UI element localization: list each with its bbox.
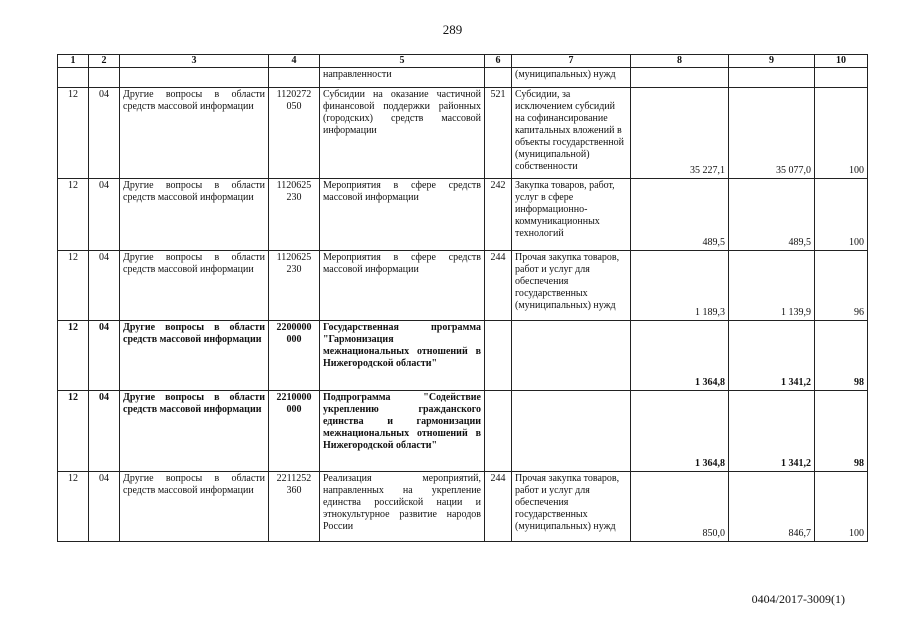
header-col-10: 10	[815, 55, 868, 68]
table-row	[58, 88, 868, 179]
cell-empty	[58, 68, 89, 88]
cell-actual: 1 341,2	[729, 321, 815, 391]
header-col-5: 5	[320, 55, 485, 68]
cell-purpose: Государственная программа "Гармонизация межнациональных отношений в Нижегородской области"	[320, 321, 485, 391]
cell-percent: 100	[815, 472, 868, 542]
cell-section-name: Другие вопросы в области средств массовой информации	[120, 391, 269, 472]
cell-empty	[120, 68, 269, 88]
cell-expense-code: 244	[485, 251, 512, 321]
cell-section-name: Другие вопросы в области средств массовой информации	[120, 472, 269, 542]
cell-subsection: 04	[89, 321, 120, 391]
table-row	[58, 321, 868, 391]
header-col-9: 9	[729, 55, 815, 68]
header-col-2: 2	[89, 55, 120, 68]
cell-expense-code: 242	[485, 179, 512, 251]
cell-purpose: Субсидии на оказание частичной финансовой поддержки районных (городских) средств массовой информации	[320, 88, 485, 179]
cell-subsection: 04	[89, 251, 120, 321]
cell-subsection: 04	[89, 179, 120, 251]
cell-subsection: 04	[89, 391, 120, 472]
cell-subsection: 04	[89, 88, 120, 179]
header-col-4: 4	[269, 55, 320, 68]
table-header-row	[58, 55, 868, 68]
header-col-3: 3	[120, 55, 269, 68]
cell-planned: 850,0	[631, 472, 729, 542]
cell-planned: 1 364,8	[631, 321, 729, 391]
cell-purpose: Мероприятия в сфере средств массовой информации	[320, 179, 485, 251]
table-row	[58, 251, 868, 321]
cell-section-name: Другие вопросы в области средств массовой информации	[120, 179, 269, 251]
cell-section: 12	[58, 321, 89, 391]
cell-purpose-continued: направленности	[320, 68, 485, 88]
cell-percent: 100	[815, 179, 868, 251]
cell-expense-code: 521	[485, 88, 512, 179]
cell-planned: 489,5	[631, 179, 729, 251]
cell-empty	[729, 68, 815, 88]
cell-percent: 100	[815, 88, 868, 179]
cell-expense-type: Субсидии, за исключением субсидий на софинансирование капитальных вложений в объекты государственной (муниципальной) собственности	[512, 88, 631, 179]
cell-empty	[815, 68, 868, 88]
cell-expense-type	[512, 391, 631, 472]
cell-empty	[89, 68, 120, 88]
cell-empty	[485, 68, 512, 88]
cell-planned: 35 227,1	[631, 88, 729, 179]
budget-table	[57, 54, 868, 542]
cell-actual: 35 077,0	[729, 88, 815, 179]
cell-percent: 96	[815, 251, 868, 321]
cell-actual: 846,7	[729, 472, 815, 542]
header-col-8: 8	[631, 55, 729, 68]
cell-actual: 489,5	[729, 179, 815, 251]
cell-purpose: Мероприятия в сфере средств массовой информации	[320, 251, 485, 321]
header-col-7: 7	[512, 55, 631, 68]
cell-planned: 1 189,3	[631, 251, 729, 321]
cell-purpose: Подпрограмма "Содействие укреплению гражданского единства и гармонизации межнациональных отношений в Нижегородской области"	[320, 391, 485, 472]
cell-actual: 1 139,9	[729, 251, 815, 321]
table-row	[58, 179, 868, 251]
cell-section: 12	[58, 88, 89, 179]
cell-empty	[631, 68, 729, 88]
header-col-1: 1	[58, 55, 89, 68]
table-row	[58, 391, 868, 472]
cell-section: 12	[58, 179, 89, 251]
cell-target-code: 1120625 230	[269, 251, 320, 321]
table-row	[58, 472, 868, 542]
page-number: 289	[442, 22, 463, 37]
cell-subsection: 04	[89, 472, 120, 542]
cell-empty	[269, 68, 320, 88]
cell-section-name: Другие вопросы в области средств массовой информации	[120, 251, 269, 321]
cell-expense-code: 244	[485, 472, 512, 542]
cell-expense-type: Закупка товаров, работ, услуг в сфере информационно-коммуникационных технологий	[512, 179, 631, 251]
cell-section-name: Другие вопросы в области средств массовой информации	[120, 321, 269, 391]
cell-actual: 1 341,2	[729, 391, 815, 472]
cell-section: 12	[58, 251, 89, 321]
cell-expense-type	[512, 321, 631, 391]
cell-expense-type-continued: (муниципальных) нужд	[512, 68, 631, 88]
cell-percent: 98	[815, 321, 868, 391]
cell-expense-code	[485, 321, 512, 391]
cell-target-code: 1120625 230	[269, 179, 320, 251]
cell-section: 12	[58, 472, 89, 542]
cell-section: 12	[58, 391, 89, 472]
cell-expense-type: Прочая закупка товаров, работ и услуг для обеспечения государственных (муниципальных) нужд	[512, 472, 631, 542]
document-code: 0404/2017-3009(1)	[751, 592, 845, 606]
cell-percent: 98	[815, 391, 868, 472]
continuation-row	[58, 68, 868, 88]
cell-planned: 1 364,8	[631, 391, 729, 472]
cell-target-code: 1120272 050	[269, 88, 320, 179]
header-col-6: 6	[485, 55, 512, 68]
cell-expense-code	[485, 391, 512, 472]
cell-section-name: Другие вопросы в области средств массовой информации	[120, 88, 269, 179]
cell-target-code: 2210000 000	[269, 391, 320, 472]
cell-target-code: 2200000 000	[269, 321, 320, 391]
cell-expense-type: Прочая закупка товаров, работ и услуг для обеспечения государственных (муниципальных) нужд	[512, 251, 631, 321]
cell-purpose: Реализация мероприятий, направленных на укрепление единства российской нации и этнокультурное развитие народов России	[320, 472, 485, 542]
cell-target-code: 2211252 360	[269, 472, 320, 542]
